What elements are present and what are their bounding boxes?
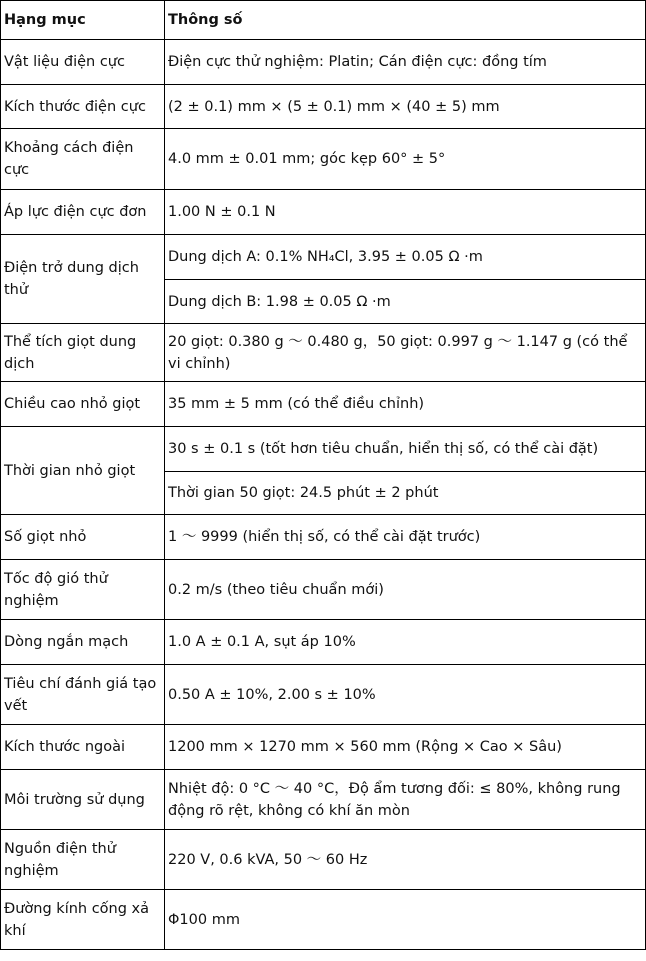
row-item: Thời gian nhỏ giọt (1, 427, 165, 515)
row-value: 4.0 mm ± 0.01 mm; góc kẹp 60° ± 5° (165, 129, 646, 190)
table-row (1, 190, 646, 235)
row-value: Thời gian 50 giọt: 24.5 phút ± 2 phút (165, 472, 646, 515)
table-row (1, 725, 646, 770)
table-row (1, 129, 646, 190)
table-row (1, 515, 646, 560)
row-item: Đường kính cống xả khí (1, 890, 165, 950)
header-spec: Thông số (165, 1, 646, 40)
row-value: Nhiệt độ: 0 °C ～ 40 °C，Độ ẩm tương đối: ≤ 80%, không rung động rõ rệt, không có khí ăn mòn (165, 770, 646, 830)
row-value: Φ100 mm (165, 890, 646, 950)
row-value: 35 mm ± 5 mm (có thể điều chỉnh) (165, 382, 646, 427)
table-row (1, 890, 646, 950)
row-item: Kích thước ngoài (1, 725, 165, 770)
row-item: Vật liệu điện cực (1, 40, 165, 85)
table-row (1, 235, 646, 280)
row-value: 1200 mm × 1270 mm × 560 mm (Rộng × Cao × Sâu) (165, 725, 646, 770)
row-value: 1.00 N ± 0.1 N (165, 190, 646, 235)
table-row (1, 40, 646, 85)
table-row (1, 324, 646, 382)
row-value: Điện cực thử nghiệm: Platin; Cán điện cực: đồng tím (165, 40, 646, 85)
header-item: Hạng mục (1, 1, 165, 40)
row-value: (2 ± 0.1) mm × (5 ± 0.1) mm × (40 ± 5) mm (165, 85, 646, 129)
row-item: Tiêu chí đánh giá tạo vết (1, 665, 165, 725)
row-item: Điện trở dung dịch thử (1, 235, 165, 324)
table-row (1, 770, 646, 830)
row-value: Dung dịch A: 0.1% NH₄Cl, 3.95 ± 0.05 Ω ·m (165, 235, 646, 280)
row-item: Khoảng cách điện cực (1, 129, 165, 190)
table-row (1, 665, 646, 725)
table-row (1, 560, 646, 620)
row-value: 1 ～ 9999 (hiển thị số, có thể cài đặt trước) (165, 515, 646, 560)
row-item: Thể tích giọt dung dịch (1, 324, 165, 382)
table-row (1, 85, 646, 129)
row-item: Kích thước điện cực (1, 85, 165, 129)
table-header-row (1, 1, 646, 40)
row-item: Môi trường sử dụng (1, 770, 165, 830)
row-item: Dòng ngắn mạch (1, 620, 165, 665)
table-row (1, 620, 646, 665)
row-value: 20 giọt: 0.380 g ～ 0.480 g，50 giọt: 0.997 g ～ 1.147 g (có thể vi chỉnh) (165, 324, 646, 382)
row-item: Tốc độ gió thử nghiệm (1, 560, 165, 620)
row-item: Nguồn điện thử nghiệm (1, 830, 165, 890)
row-item: Số giọt nhỏ (1, 515, 165, 560)
row-item: Áp lực điện cực đơn (1, 190, 165, 235)
table-row (1, 382, 646, 427)
row-value: 1.0 A ± 0.1 A, sụt áp 10% (165, 620, 646, 665)
row-value: 220 V, 0.6 kVA, 50 ～ 60 Hz (165, 830, 646, 890)
row-item: Chiều cao nhỏ giọt (1, 382, 165, 427)
row-value: 0.50 A ± 10%, 2.00 s ± 10% (165, 665, 646, 725)
row-value: 0.2 m/s (theo tiêu chuẩn mới) (165, 560, 646, 620)
table-row (1, 427, 646, 472)
table-row (1, 830, 646, 890)
row-value: Dung dịch B: 1.98 ± 0.05 Ω ·m (165, 280, 646, 324)
row-value: 30 s ± 0.1 s (tốt hơn tiêu chuẩn, hiển thị số, có thể cài đặt) (165, 427, 646, 472)
